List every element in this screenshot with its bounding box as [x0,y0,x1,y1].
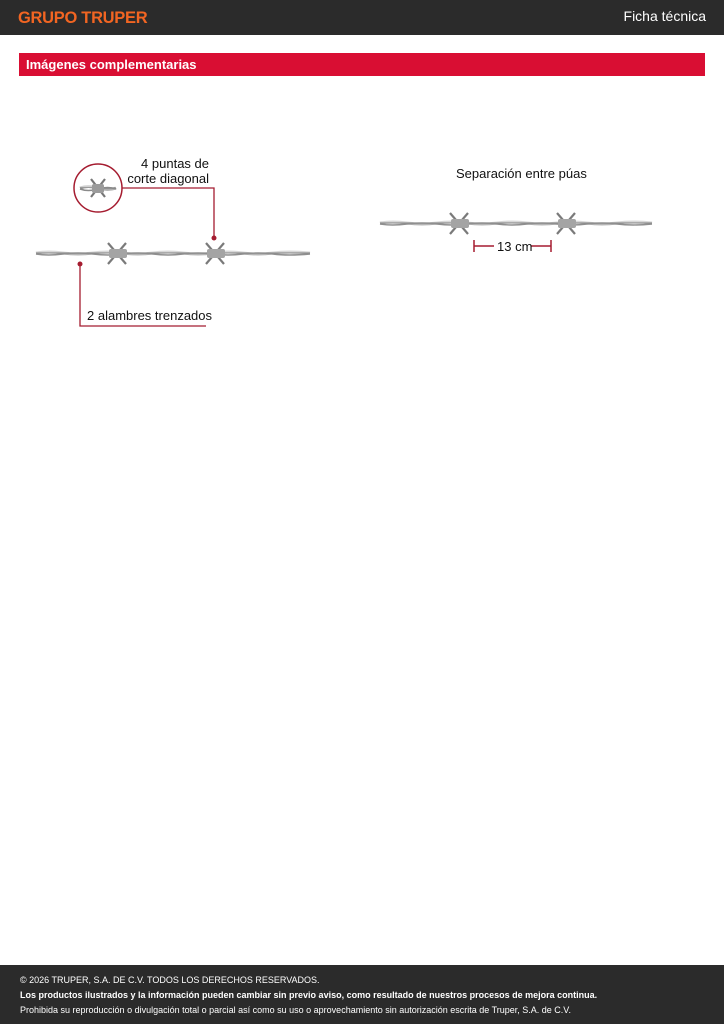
callout-line-points [122,188,214,238]
spacing-measure-label: 13 cm [497,239,533,254]
barbed-wire-callout-figure [28,148,318,338]
section-header [19,53,705,76]
footer-copyright: © 2026 TRUPER, S.A. DE C.V. TODOS LOS DERECHOS RESERVADOS. [20,975,320,985]
barb-1 [108,243,127,264]
barb-2 [206,243,225,264]
spacing-title: Separación entre púas [456,166,587,181]
spacing-barb-1 [450,213,469,234]
barb-spacing-figure [372,160,662,270]
footer-prohibition: Prohibida su reproducción o divulgación total o parcial así como su uso o aprovechamiento sin autorización escrita de Truper, S.A. de C.V. [20,1005,571,1015]
main-wire [36,252,310,255]
callout-label-points: 4 puntas de corte diagonal [127,156,209,186]
spacing-barb-2 [557,213,576,234]
page-footer [0,965,724,1024]
section-title: Imágenes complementarias [26,57,197,72]
top-header-bar [0,0,724,35]
callout-label-wires: 2 alambres trenzados [87,308,213,323]
spacing-wire [380,222,652,225]
callout-dot-points [212,236,217,241]
document-type-label: Ficha técnica [623,8,706,24]
grupo-truper-logo: GRUPO TRUPER [18,9,148,27]
footer-notice: Los productos ilustrados y la información pueden cambiar sin previo aviso, como resultado de nuestros procesos de mejora continua. [20,990,598,1000]
